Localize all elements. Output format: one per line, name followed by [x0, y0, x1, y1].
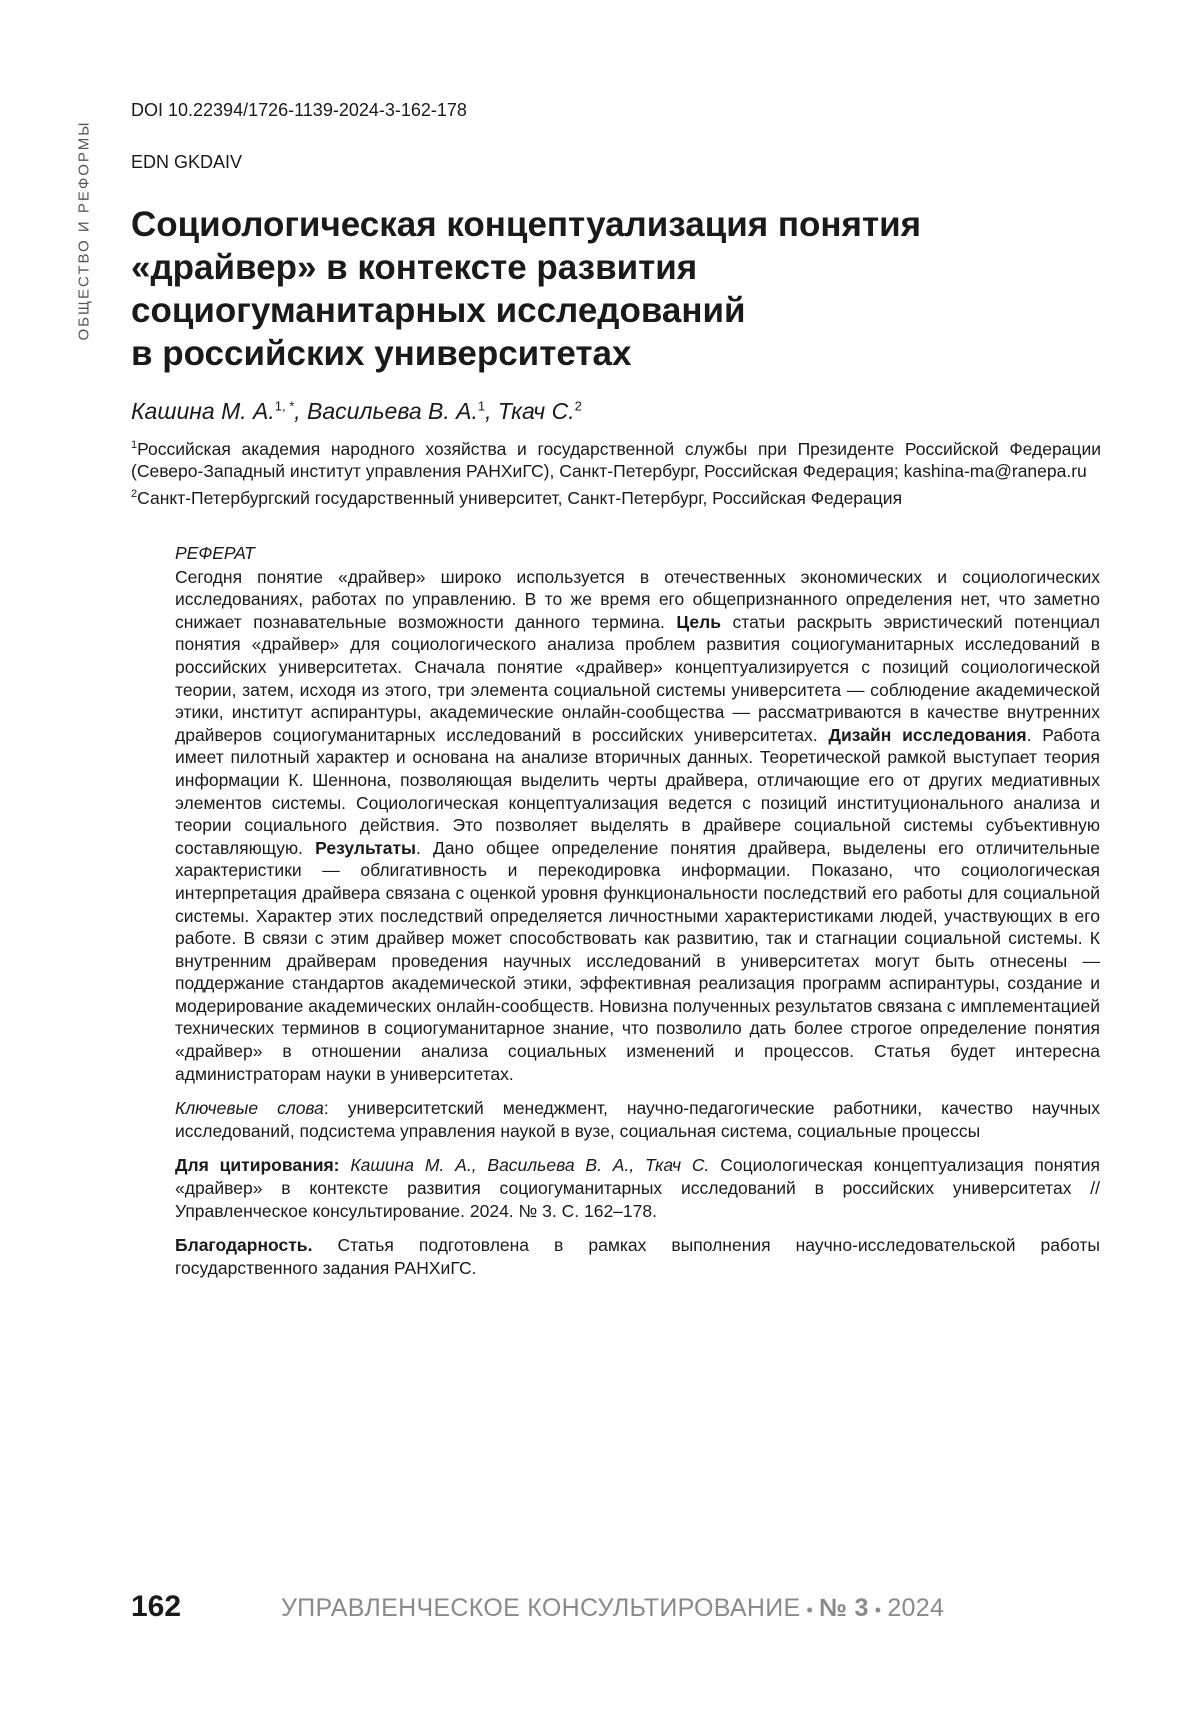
affiliation-text: Санкт-Петербургский государственный университет, Санкт-Петербург, Российская Федерация: [137, 487, 903, 508]
author-affiliation-mark: 1: [477, 398, 486, 414]
doi: DOI 10.22394/1726-1139-2024-3-162-178: [131, 100, 467, 120]
section-label-text: ОБЩЕСТВО И РЕФОРМЫ: [75, 119, 93, 341]
citation-label: Для цитирования:: [175, 1155, 340, 1176]
page-footer: [131, 1590, 1101, 1624]
citation-text: Социологическая концептуализация понятия «драйвер» в контексте развития социогуманитарных исследований в российских университетах // Управленческое консультирование. 2024. № 3. С. 162–178.: [175, 1155, 1101, 1221]
affiliation: [131, 483, 1101, 509]
abstract: [175, 542, 1100, 1279]
journal-name: УПРАВЛЕНЧЕСКОЕ КОНСУЛЬТИРОВАНИЕ: [281, 1594, 801, 1622]
page-number: 162: [131, 1590, 182, 1623]
author-affiliation-mark: 2: [574, 398, 582, 414]
issue-number: № 3: [819, 1594, 869, 1622]
abstract-heading: РЕФЕРАТ: [175, 543, 255, 563]
section-label: [70, 100, 98, 360]
affiliation-number: 1: [131, 439, 138, 451]
journal-name-line: [281, 1594, 944, 1623]
acknowledgement-label: Благодарность.: [175, 1235, 313, 1256]
affiliation-number: 2: [131, 487, 138, 500]
author-affiliation-mark: 1, *: [274, 398, 295, 414]
author-name: Васильева В. А.: [307, 398, 478, 424]
abstract-text: Сегодня понятие «драйвер» широко используется в отечественных экономических и социологических исследованиях, работах по управлению. В то же время его общепризнанного определения нет, что заметно снижает познавательные возможности данного термина.: [175, 566, 1100, 632]
acknowledgement: [175, 1234, 1100, 1279]
author-name: Кашина М. А.: [131, 398, 275, 424]
edn: EDN GKDAIV: [131, 152, 243, 172]
goal-label: Цель: [676, 611, 721, 632]
keywords: [175, 1097, 1100, 1142]
abstract-body: [175, 566, 1100, 1086]
abstract-text: статьи раскрыть эвристический потенциал понятия «драйвер» для социологического анализа проблем развития социогуманитарных исследований в российских университетах. Сначала понятие «драйвер» концептуализируется с позиций социологической теории, затем, исходя из этого, три элемента социальной системы университета — соблюдение академической этики, институт аспирантуры, академические онлайн-сообщества — рассматриваются в качестве внутренних драйверов социогуманитарных исследований в российских университетах.: [175, 611, 1100, 745]
title-line: в российских университетах: [131, 334, 632, 373]
acknowledgement-text: Статья подготовлена в рамках выполнения научно-исследовательской работы государственного задания РАНХиГС.: [175, 1235, 1100, 1278]
title-line: социогуманитарных исследований: [131, 291, 746, 330]
author-separator: ,: [485, 398, 498, 424]
separator-dot: •: [806, 1600, 814, 1620]
author-name: Ткач С.: [497, 398, 575, 424]
abstract-text: . Дано общее определение понятия драйвера, выделены его отличительные характеристики — облигативность и перекодировка информации. Показано, что социологическая интерпретация драйвера связана с оценкой уровня функциональности последствий его работы для социальной системы. Характер этих последствий определяется личностными характеристиками людей, участвующих в его работе. В связи с этим драйвер может способствовать как развитию, так и стагнации социальной системы. К внутренним драйверам проведения научных исследований в университетах могут быть отнесены — поддержание стандартов академической этики, эффективная реализация программ аспирантуры, создание и модерирование академических онлайн-сообществ. Новизна полученных результатов связана с имплементацией технических терминов в социогуманитарное знание, что позволило дать более строгое определение понятия «драйвер» в отношении анализа социальных изменений и процессов. Статья будет интересна администраторам науки в университетах.: [175, 837, 1100, 1084]
citation: [175, 1154, 1100, 1222]
design-label: Дизайн исследования: [828, 724, 1027, 745]
author-separator: ,: [294, 398, 308, 424]
abstract-text: . Работа имеет пилотный характер и основана на анализе вторичных данных. Теоретической рамкой выступает теория информации К. Шеннона, позволяющая выделить черты драйвера, отличающие его от других медиативных элементов системы. Социологическая концептуализация ведется с позиций институционального анализа и теории социального действия. Это позволяет выделять в драйвере социальной системы субъективную составляющую.: [175, 724, 1100, 858]
title-line: «драйвер» в контексте развития: [131, 248, 698, 287]
issue-year: 2024: [887, 1594, 945, 1622]
authors: [131, 398, 582, 425]
affiliation-text: Российская академия народного хозяйства и государственной службы при Президенте Российской Федерации (Северо-Западный институт управления РАНХиГС), Санкт-Петербург, Российская Федерация; kashina-ma@ranepa.ru: [131, 438, 1101, 482]
results-label: Результаты: [315, 837, 416, 858]
keywords-text: : университетский менеджмент, научно-педагогические работники, качество научных исследований, подсистема управления наукой в вузе, социальная система, социальные процессы: [175, 1098, 1100, 1141]
separator-dot: •: [874, 1600, 882, 1620]
title-line: Социологическая концептуализация понятия: [131, 205, 922, 244]
keywords-label: Ключевые слова: [175, 1098, 324, 1119]
article-title: [131, 203, 1091, 375]
affiliations: [131, 434, 1101, 509]
citation-authors: Кашина М. А., Васильева В. А., Ткач С.: [350, 1155, 710, 1176]
affiliation: [131, 434, 1101, 483]
